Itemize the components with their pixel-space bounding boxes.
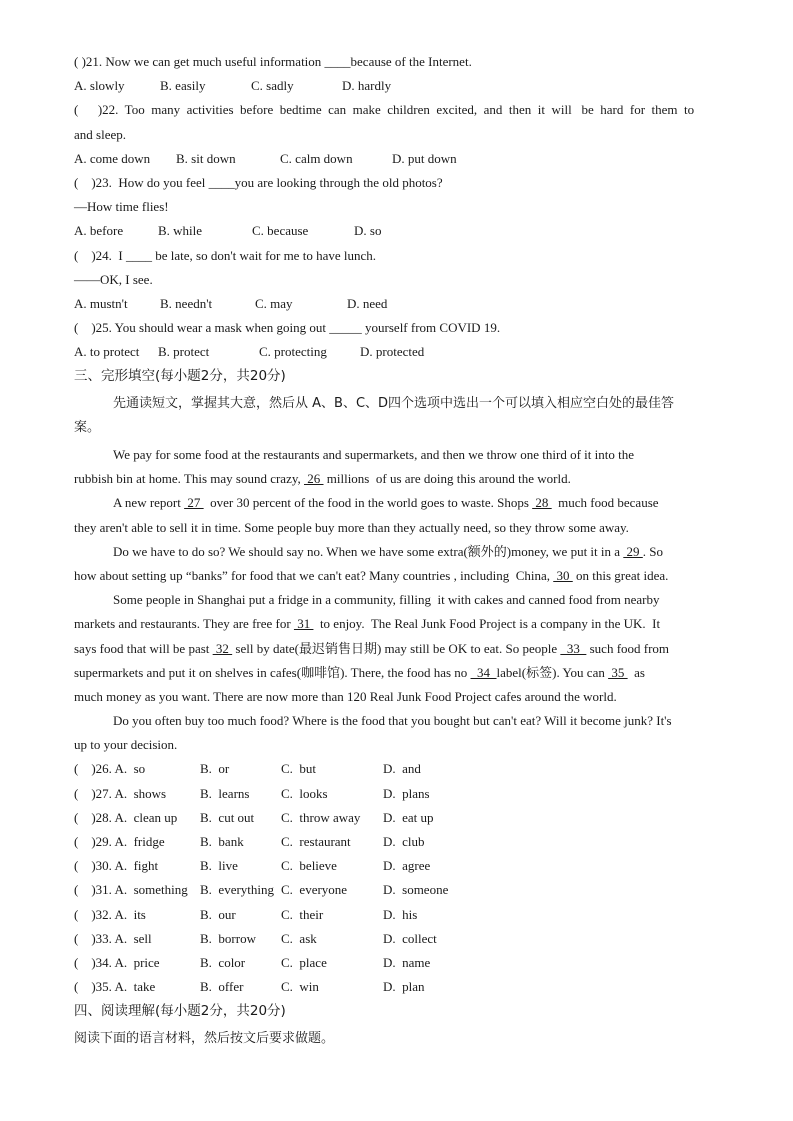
cloze-option-row — [74, 903, 720, 927]
question-number-option-a: ( )28. A. clean up — [74, 809, 178, 825]
option-c: C. looks — [281, 785, 328, 801]
question-25 — [74, 316, 720, 340]
cloze-option-row — [74, 782, 720, 806]
question-stem: ( )21. Now we can get much useful information ____because of the Internet. — [74, 54, 472, 69]
passage-line — [74, 588, 720, 612]
option-c: C. may — [255, 295, 293, 311]
passage-text: markets and restaurants. They are free for — [74, 616, 294, 632]
option-b: B. offer — [200, 979, 244, 995]
question-number-option-a: ( )34. A. price — [74, 954, 160, 970]
passage-text: much food because — [551, 495, 659, 511]
passage-text: how about setting up “banks” for food that we can't eat? Many countries , including China, — [74, 567, 554, 583]
passage-text: Do you often buy too much food? Where is the food that you bought but can't eat? Will it become junk? It's — [113, 713, 672, 729]
question-25-options — [74, 340, 720, 364]
option-d: D. put down — [392, 150, 457, 166]
cloze-instruction-cont: 案。 — [74, 419, 101, 435]
dialogue-reply: —How time flies! — [74, 199, 169, 215]
option-b: B. needn't — [160, 295, 213, 311]
passage-text: up to your decision. — [74, 737, 178, 753]
option-a: A. before — [74, 223, 124, 239]
option-b: B. or — [200, 761, 230, 777]
question-number-option-a: ( )30. A. fight — [74, 858, 159, 874]
question-23-reply — [74, 195, 720, 219]
question-22-cont — [74, 123, 720, 147]
option-d: D. plan — [383, 979, 425, 995]
question-23-options — [74, 219, 720, 243]
question-21 — [74, 50, 720, 74]
blank-26: 26 — [304, 471, 324, 487]
question-number-option-a: ( )27. A. shows — [74, 785, 167, 801]
section-heading-cloze: 三、完形填空(每小题2分，共20分) — [74, 368, 286, 385]
blank-31: 31 — [293, 616, 314, 632]
option-c: C. place — [281, 954, 327, 970]
question-24-options — [74, 292, 720, 316]
passage-text: as — [627, 664, 645, 680]
option-d: D. and — [383, 761, 421, 777]
option-d: D. need — [347, 295, 388, 311]
option-c: C. ask — [281, 930, 317, 946]
passage-line — [74, 733, 720, 757]
passage-text: Some people in Shanghai put a fridge in a community, filling it with cakes and canned food from nearby — [113, 592, 660, 608]
option-d: D. his — [383, 906, 418, 922]
passage-text: over 30 percent of the food in the world goes to waste. Shops — [203, 495, 533, 511]
question-number-option-a: ( )35. A. take — [74, 979, 156, 995]
passage-line — [74, 516, 720, 540]
passage-line — [74, 637, 720, 661]
option-d: D. collect — [383, 930, 437, 946]
option-d: D. protected — [360, 344, 425, 360]
passage-line — [74, 612, 720, 636]
passage-text: such food from — [586, 640, 670, 656]
blank-35: 35 — [608, 664, 628, 680]
option-b: B. everything — [200, 882, 275, 898]
passage-line — [74, 709, 720, 733]
option-a: A. mustn't — [74, 295, 128, 311]
option-d: D. name — [383, 954, 431, 970]
passage-line — [74, 467, 720, 491]
cloze-options-list — [74, 757, 720, 999]
cloze-option-row — [74, 927, 720, 951]
passage-line — [74, 540, 720, 564]
passage-text: supermarkets and put it on shelves in cafes(咖啡馆). There, the food has no — [74, 664, 471, 680]
option-c: C. protecting — [259, 344, 327, 360]
option-d: D. so — [354, 223, 382, 239]
option-d: D. plans — [383, 785, 430, 801]
passage-text: . So — [642, 543, 664, 559]
option-b: B. borrow — [200, 930, 256, 946]
option-c: C. everyone — [281, 882, 348, 898]
option-c: C. win — [281, 979, 319, 995]
option-a: A. slowly — [74, 78, 125, 94]
passage-text: rubbish bin at home. This may sound crazy, — [74, 471, 304, 487]
question-stem: ( )22. Too many activities before bedtime can make children excited, and then it will be hard for them to — [74, 102, 695, 118]
cloze-option-row — [74, 878, 720, 902]
question-number-option-a: ( )33. A. sell — [74, 930, 152, 946]
cloze-option-row — [74, 951, 720, 975]
question-21-options — [74, 74, 720, 98]
blank-30: 30 — [553, 567, 573, 583]
option-b: B. bank — [200, 834, 244, 849]
passage-text: they aren't able to sell it in time. Some people buy more than they actually need, so they throw some away. — [74, 519, 629, 535]
option-d: D. club — [383, 834, 425, 849]
cloze-option-row — [74, 830, 720, 854]
passage-text: A new report — [113, 495, 185, 511]
option-c: C. but — [281, 761, 317, 777]
option-d: D. eat up — [383, 809, 434, 825]
cloze-option-row — [74, 854, 720, 878]
question-number-option-a: ( )26. A. so — [74, 761, 146, 777]
blank-34: 34 — [470, 664, 497, 680]
question-24-reply — [74, 268, 720, 292]
passage-line — [74, 661, 720, 685]
option-c: C. restaurant — [281, 834, 351, 849]
option-c: C. sadly — [251, 78, 294, 94]
passage-text: to enjoy. The Real Junk Food Project is a company in the UK. It — [313, 616, 661, 632]
option-d: D. someone — [383, 882, 449, 898]
question-22 — [74, 98, 720, 122]
question-22-options — [74, 147, 720, 171]
option-b: B. sit down — [176, 150, 236, 166]
exam-page — [74, 50, 720, 1051]
cloze-instruction: 先通读短文，掌握其大意，然后从 A、B、C、D四个选项中选出一个可以填入相应空白处的最佳答 — [113, 395, 675, 411]
option-b: B. color — [200, 954, 246, 970]
cloze-option-row — [74, 975, 720, 999]
blank-29: 29 — [623, 543, 643, 559]
option-a: A. to protect — [74, 344, 140, 360]
reading-instruction: 阅读下面的语言材料，然后按文后要求做题。 — [74, 1030, 335, 1046]
blank-33: 33 — [560, 640, 587, 656]
passage-text: sell by date(最迟销售日期) may still be OK to eat. So people — [232, 640, 561, 656]
question-24 — [74, 244, 720, 268]
passage-text: Do we have to do so? We should say no. When we have some extra(额外的)money, we put it in a — [113, 543, 624, 559]
cloze-option-row — [74, 806, 720, 830]
passage-text: We pay for some food at the restaurants and supermarkets, and then we throw one third of it into the — [113, 447, 634, 462]
dialogue-reply: ——OK, I see. — [74, 271, 153, 287]
option-d: D. agree — [383, 858, 431, 874]
option-a: A. come down — [74, 150, 151, 166]
option-b: B. protect — [158, 344, 210, 360]
passage-text: label(标签). You can — [496, 664, 609, 680]
option-c: C. throw away — [281, 809, 361, 825]
passage-text: millions of us are doing this around the world. — [323, 471, 571, 487]
blank-32: 32 — [212, 640, 233, 656]
section-heading-reading: 四、阅读理解(每小题2分，共20分) — [74, 1003, 286, 1020]
passage-text: much money as you want. There are now more than 120 Real Junk Food Project cafes around the world. — [74, 688, 617, 704]
option-b: B. easily — [160, 78, 206, 94]
option-b: B. while — [158, 223, 203, 239]
question-stem: ( )24. I ____ be late, so don't wait for me to have lunch. — [74, 247, 376, 263]
passage-line — [74, 564, 720, 588]
question-23 — [74, 171, 720, 195]
option-d: D. hardly — [342, 78, 392, 94]
question-number-option-a: ( )32. A. its — [74, 906, 146, 922]
question-stem: ( )23. How do you feel ____you are looking through the old photos? — [74, 174, 443, 190]
option-c: C. their — [281, 906, 324, 922]
question-stem: ( )25. You should wear a mask when going out _____ yourself from COVID 19. — [74, 320, 501, 336]
option-b: B. live — [200, 858, 238, 874]
option-c: C. believe — [281, 858, 337, 874]
blank-28: 28 — [532, 495, 552, 511]
blank-27: 27 — [184, 495, 204, 511]
option-b: B. learns — [200, 785, 250, 801]
passage-line — [74, 491, 720, 515]
option-b: B. our — [200, 906, 236, 922]
question-number-option-a: ( )29. A. fridge — [74, 834, 165, 849]
passage-line — [74, 443, 720, 467]
passage-text: says food that will be past — [74, 640, 213, 656]
passage-line — [74, 685, 720, 709]
question-stem-cont: and sleep. — [74, 126, 126, 142]
option-b: B. cut out — [200, 809, 255, 825]
question-number-option-a: ( )31. A. something — [74, 882, 188, 898]
option-c: C. because — [252, 223, 309, 239]
cloze-option-row — [74, 757, 720, 781]
passage-text: on this great idea. — [572, 567, 669, 583]
option-c: C. calm down — [280, 150, 353, 166]
